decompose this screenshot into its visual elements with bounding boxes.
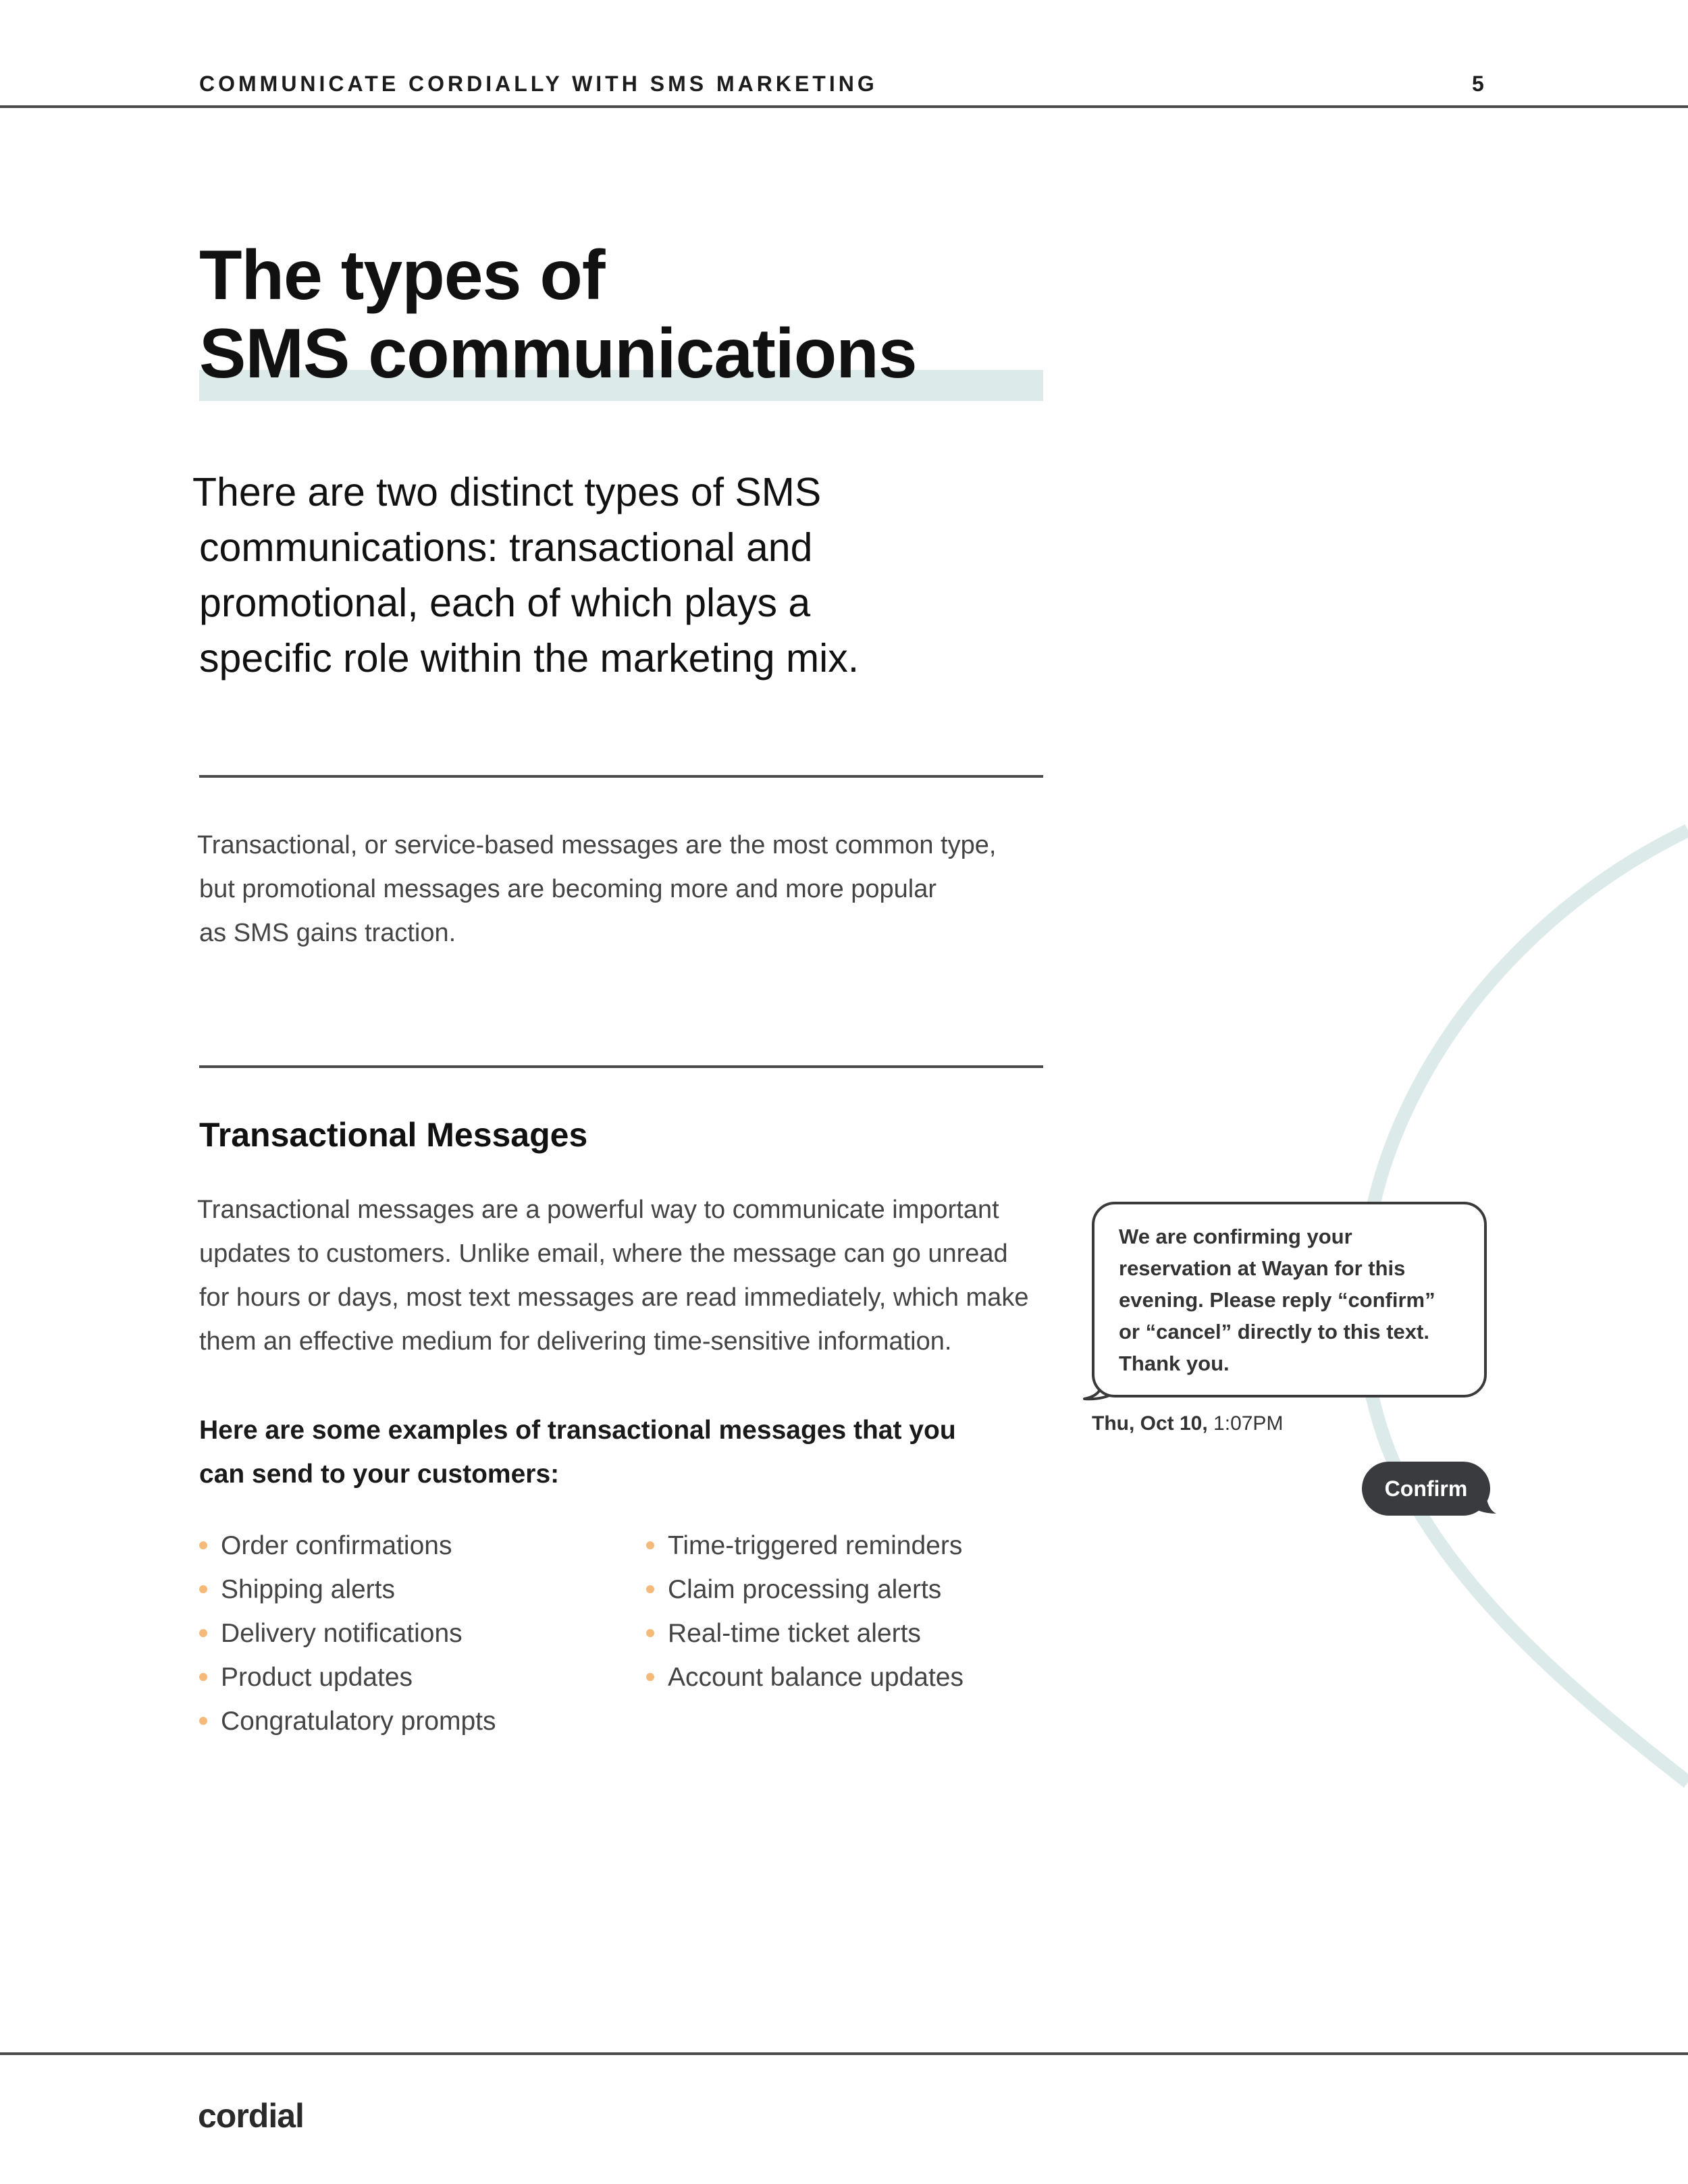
intro-paragraph: [192, 464, 1003, 686]
list-item: [199, 1699, 496, 1743]
bullet-dot-icon: [199, 1717, 207, 1725]
incoming-message-text: [1119, 1221, 1435, 1379]
list-item: [199, 1655, 496, 1699]
list-item: [646, 1655, 964, 1699]
message-line: reservation at Wayan for this: [1119, 1256, 1406, 1280]
page-title: [199, 236, 917, 393]
page-title-line-1: The types of: [199, 236, 605, 315]
timestamp-time: 1:07PM: [1213, 1412, 1284, 1435]
list-item-label: Congratulatory prompts: [221, 1707, 496, 1736]
examples-list-left: [199, 1524, 496, 1743]
bullet-dot-icon: [199, 1629, 207, 1637]
list-item-label: Real-time ticket alerts: [668, 1619, 921, 1648]
section-heading: Transactional Messages: [199, 1116, 588, 1154]
bullet-dot-icon: [646, 1541, 654, 1549]
message-line: We are confirming your: [1119, 1225, 1352, 1248]
page-title-line-2: SMS communications: [199, 315, 917, 393]
section-divider: [199, 1065, 1043, 1068]
body-line: for hours or days, most text messages are read immediately, which make: [199, 1283, 1029, 1312]
body-line: them an effective medium for delivering time-sensitive information.: [199, 1327, 952, 1356]
list-item-label: Product updates: [221, 1663, 413, 1692]
transactional-paragraph: [197, 1188, 1028, 1364]
overview-line: Transactional, or service-based messages are the most common type,: [197, 831, 997, 859]
list-item-label: Time-triggered reminders: [668, 1531, 963, 1560]
message-line: Thank you.: [1119, 1352, 1230, 1375]
footer-rule: [0, 2052, 1688, 2055]
reply-message-bubble: Confirm: [1362, 1462, 1490, 1516]
message-line: evening. Please reply “confirm”: [1119, 1288, 1435, 1312]
list-item: [646, 1568, 964, 1612]
section-divider: [199, 775, 1043, 778]
overview-line: as SMS gains traction.: [199, 919, 456, 947]
page-number: 5: [1472, 72, 1484, 96]
list-item-label: Delivery notifications: [221, 1619, 463, 1648]
cordial-logo: cordial: [198, 2097, 304, 2135]
bullet-dot-icon: [199, 1673, 207, 1681]
list-item: [199, 1612, 496, 1655]
message-line: or “cancel” directly to this text.: [1119, 1320, 1429, 1343]
header-rule: [0, 105, 1688, 108]
intro-line: There are two distinct types of SMS: [192, 470, 822, 514]
bullet-dot-icon: [199, 1541, 207, 1549]
list-item-label: Account balance updates: [668, 1663, 964, 1692]
intro-line: communications: transactional and: [199, 525, 813, 570]
bullet-dot-icon: [199, 1585, 207, 1593]
intro-line: specific role within the marketing mix.: [199, 636, 860, 681]
examples-lead: [199, 1408, 956, 1496]
bullet-dot-icon: [646, 1585, 654, 1593]
timestamp-day: Thu, Oct 10,: [1092, 1412, 1208, 1435]
bullet-dot-icon: [646, 1629, 654, 1637]
examples-lead-line: can send to your customers:: [199, 1460, 560, 1489]
overview-paragraph: [197, 824, 996, 955]
list-item: [199, 1524, 496, 1568]
intro-line: promotional, each of which plays a: [199, 581, 811, 625]
bullet-dot-icon: [646, 1673, 654, 1681]
list-item-label: Order confirmations: [221, 1531, 452, 1560]
list-item-label: Shipping alerts: [221, 1575, 395, 1604]
list-item: [646, 1524, 964, 1568]
examples-list-right: [646, 1524, 964, 1699]
overview-line: but promotional messages are becoming more and more popular: [199, 875, 937, 903]
list-item: [199, 1568, 496, 1612]
body-line: updates to customers. Unlike email, where the message can go unread: [199, 1240, 1008, 1268]
list-item-label: Claim processing alerts: [668, 1575, 942, 1604]
list-item: [646, 1612, 964, 1655]
message-timestamp: [1092, 1412, 1283, 1435]
running-header-title: COMMUNICATE CORDIALLY WITH SMS MARKETING: [199, 72, 878, 96]
body-line: Transactional messages are a powerful way to communicate important: [197, 1196, 999, 1224]
examples-lead-line: Here are some examples of transactional messages that you: [199, 1416, 956, 1445]
